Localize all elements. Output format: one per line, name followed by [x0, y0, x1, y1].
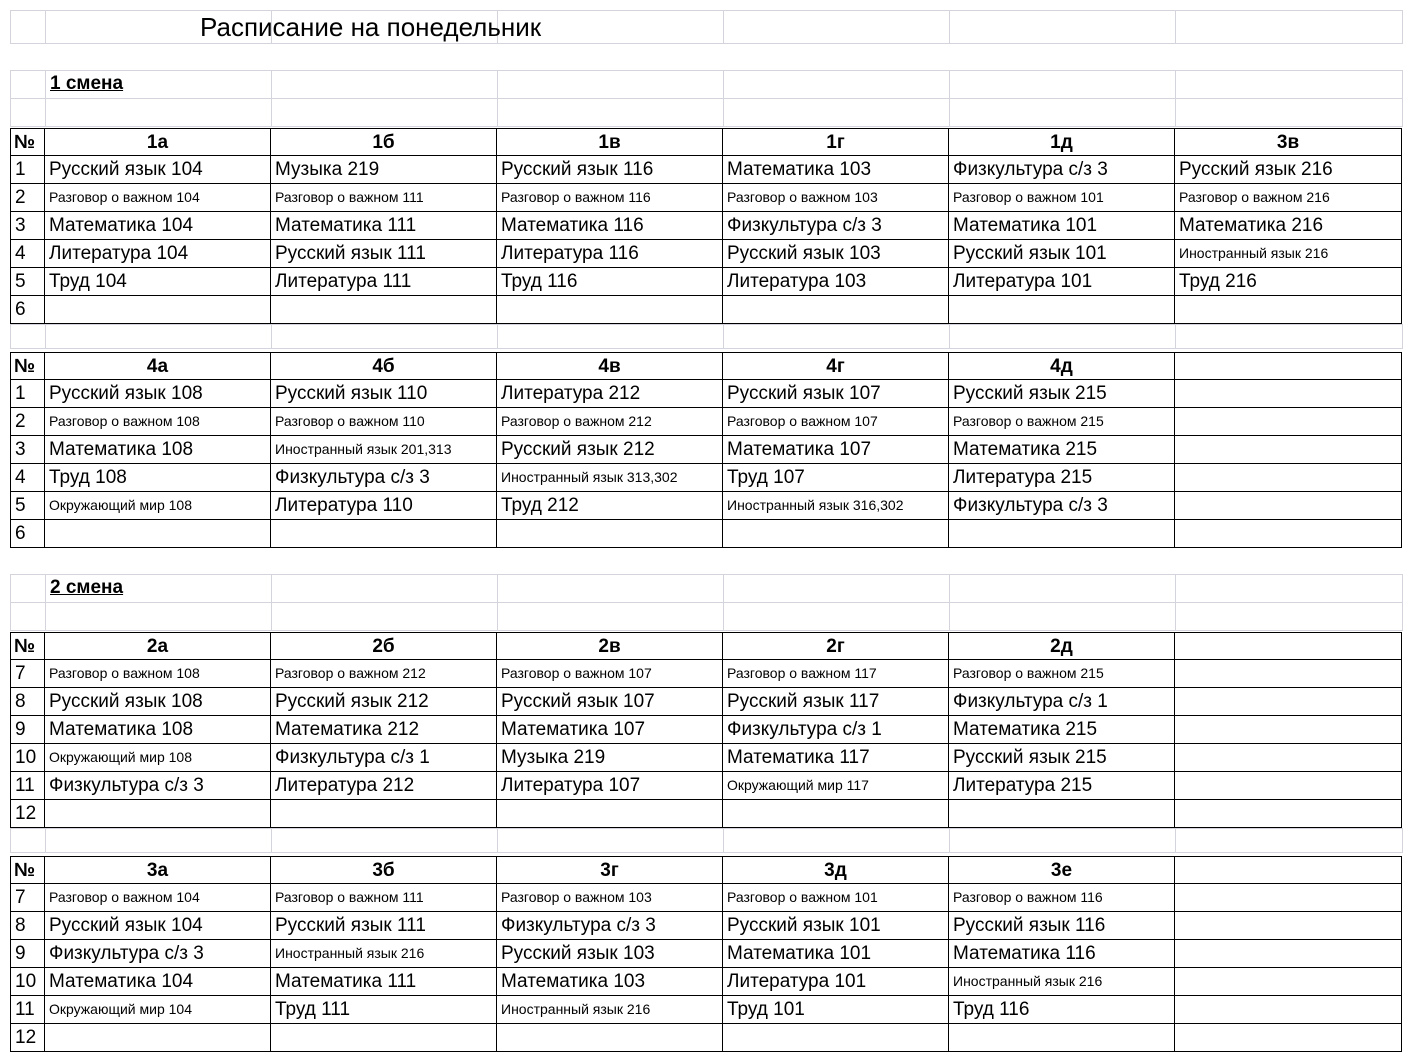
lesson-cell[interactable]: Иностранный язык 216 — [497, 996, 723, 1024]
lesson-number[interactable]: 11 — [10, 772, 45, 800]
lesson-number[interactable]: 2 — [10, 408, 45, 436]
lesson-cell[interactable] — [949, 296, 1175, 324]
lesson-number[interactable]: 12 — [10, 1024, 45, 1052]
lesson-cell[interactable]: Окружающий мир 108 — [45, 492, 271, 520]
empty-cell[interactable] — [10, 324, 46, 349]
lesson-cell[interactable] — [723, 1024, 949, 1052]
lesson-cell[interactable]: Иностранный язык 316,302 — [723, 492, 949, 520]
class-header[interactable] — [1175, 352, 1402, 380]
lesson-cell[interactable] — [45, 800, 271, 828]
lesson-cell[interactable]: Труд 216 — [1175, 268, 1402, 296]
lesson-cell[interactable] — [1175, 1024, 1402, 1052]
empty-cell[interactable] — [497, 602, 724, 631]
lesson-cell[interactable]: Физкультура с/з 3 — [497, 912, 723, 940]
lesson-cell[interactable] — [1175, 660, 1402, 688]
empty-cell[interactable] — [497, 70, 724, 99]
lesson-cell[interactable]: Разговор о важном 108 — [45, 408, 271, 436]
lesson-cell[interactable]: Русский язык 103 — [723, 240, 949, 268]
lesson-cell[interactable]: Литература 212 — [497, 380, 723, 408]
lesson-cell[interactable]: Разговор о важном 212 — [271, 660, 497, 688]
lesson-cell[interactable]: Труд 108 — [45, 464, 271, 492]
lesson-number[interactable]: 6 — [10, 296, 45, 324]
lesson-cell[interactable]: Русский язык 107 — [497, 688, 723, 716]
lesson-cell[interactable]: Литература 107 — [497, 772, 723, 800]
lesson-cell[interactable] — [1175, 380, 1402, 408]
lesson-cell[interactable] — [1175, 436, 1402, 464]
lesson-cell[interactable]: Математика 108 — [45, 436, 271, 464]
class-header[interactable]: 4д — [949, 352, 1175, 380]
lesson-number[interactable]: 2 — [10, 184, 45, 212]
lesson-cell[interactable]: Окружающий мир 108 — [45, 744, 271, 772]
lesson-cell[interactable] — [949, 1024, 1175, 1052]
lesson-cell[interactable]: Математика 116 — [949, 940, 1175, 968]
lesson-cell[interactable]: Разговор о важном 107 — [497, 660, 723, 688]
empty-cell[interactable] — [10, 70, 46, 99]
empty-cell[interactable] — [45, 602, 272, 631]
empty-cell[interactable] — [497, 828, 724, 853]
lesson-cell[interactable]: Разговор о важном 116 — [497, 184, 723, 212]
lesson-cell[interactable]: Разговор о важном 111 — [271, 184, 497, 212]
lesson-cell[interactable]: Окружающий мир 117 — [723, 772, 949, 800]
lesson-cell[interactable]: Разговор о важном 104 — [45, 884, 271, 912]
lesson-cell[interactable]: Труд 116 — [497, 268, 723, 296]
empty-cell[interactable] — [723, 602, 950, 631]
lesson-cell[interactable]: Математика 101 — [723, 940, 949, 968]
lesson-cell[interactable] — [45, 520, 271, 548]
lesson-cell[interactable]: Русский язык 215 — [949, 744, 1175, 772]
lesson-cell[interactable]: Физкультура с/з 1 — [723, 716, 949, 744]
lesson-cell[interactable] — [1175, 716, 1402, 744]
lesson-cell[interactable] — [497, 296, 723, 324]
lesson-number[interactable]: 3 — [10, 212, 45, 240]
empty-cell[interactable] — [1175, 98, 1403, 127]
empty-cell[interactable] — [723, 10, 950, 44]
lesson-cell[interactable]: Математика 215 — [949, 716, 1175, 744]
lesson-cell[interactable] — [1175, 520, 1402, 548]
class-header[interactable]: 2в — [497, 632, 723, 660]
class-header[interactable]: 1в — [497, 128, 723, 156]
lesson-cell[interactable]: Литература 104 — [45, 240, 271, 268]
lesson-cell[interactable] — [1175, 884, 1402, 912]
lesson-cell[interactable]: Математика 116 — [497, 212, 723, 240]
empty-cell[interactable] — [1175, 70, 1403, 99]
lesson-cell[interactable] — [1175, 688, 1402, 716]
lesson-cell[interactable] — [271, 1024, 497, 1052]
lesson-cell[interactable] — [1175, 408, 1402, 436]
lesson-number[interactable]: 8 — [10, 688, 45, 716]
empty-cell[interactable] — [271, 828, 498, 853]
lesson-cell[interactable] — [45, 1024, 271, 1052]
lesson-cell[interactable]: Иностранный язык 216 — [271, 940, 497, 968]
lesson-number[interactable]: 12 — [10, 800, 45, 828]
lesson-cell[interactable] — [949, 520, 1175, 548]
empty-cell[interactable] — [10, 10, 46, 44]
lesson-cell[interactable]: Разговор о важном 117 — [723, 660, 949, 688]
lesson-cell[interactable]: Русский язык 101 — [949, 240, 1175, 268]
class-header[interactable]: 3е — [949, 856, 1175, 884]
lesson-cell[interactable]: Русский язык 104 — [45, 912, 271, 940]
class-header[interactable]: 4а — [45, 352, 271, 380]
lesson-cell[interactable]: Математика 212 — [271, 716, 497, 744]
lesson-cell[interactable]: Разговор о важном 215 — [949, 408, 1175, 436]
lesson-cell[interactable]: Разговор о важном 101 — [723, 884, 949, 912]
lesson-number[interactable]: 9 — [10, 716, 45, 744]
lesson-cell[interactable]: Разговор о важном 110 — [271, 408, 497, 436]
lesson-cell[interactable] — [271, 520, 497, 548]
lesson-cell[interactable]: Труд 107 — [723, 464, 949, 492]
lesson-number[interactable]: 7 — [10, 884, 45, 912]
class-header[interactable] — [1175, 856, 1402, 884]
lesson-cell[interactable]: Математика 111 — [271, 968, 497, 996]
shift-label: 2 смена — [50, 577, 124, 598]
lesson-number[interactable]: 8 — [10, 912, 45, 940]
empty-cell[interactable] — [949, 574, 1176, 603]
class-header[interactable]: 4б — [271, 352, 497, 380]
class-header[interactable]: 3а — [45, 856, 271, 884]
lesson-cell[interactable] — [497, 520, 723, 548]
empty-cell[interactable] — [949, 602, 1176, 631]
class-header[interactable]: 4г — [723, 352, 949, 380]
lesson-cell[interactable]: Физкультура с/з 3 — [949, 492, 1175, 520]
empty-cell[interactable] — [723, 70, 950, 99]
lesson-cell[interactable]: Математика 107 — [497, 716, 723, 744]
lesson-cell[interactable]: Физкультура с/з 3 — [723, 212, 949, 240]
class-header[interactable]: 1г — [723, 128, 949, 156]
lesson-cell[interactable]: Разговор о важном 212 — [497, 408, 723, 436]
lesson-cell[interactable]: Русский язык 116 — [949, 912, 1175, 940]
lesson-cell[interactable]: Разговор о важном 101 — [949, 184, 1175, 212]
lesson-cell[interactable] — [1175, 492, 1402, 520]
lesson-cell[interactable]: Русский язык 101 — [723, 912, 949, 940]
lesson-cell[interactable] — [271, 800, 497, 828]
empty-cell[interactable] — [723, 324, 950, 349]
lesson-cell[interactable]: Физкультура с/з 3 — [271, 464, 497, 492]
lesson-cell[interactable]: Разговор о важном 104 — [45, 184, 271, 212]
empty-cell[interactable] — [949, 828, 1176, 853]
class-header[interactable]: 3д — [723, 856, 949, 884]
lesson-cell[interactable]: Русский язык 107 — [723, 380, 949, 408]
empty-cell[interactable] — [10, 602, 46, 631]
lesson-cell[interactable] — [497, 800, 723, 828]
lesson-cell[interactable]: Разговор о важном 216 — [1175, 184, 1402, 212]
empty-cell[interactable] — [497, 98, 724, 127]
lesson-cell[interactable]: Литература 101 — [949, 268, 1175, 296]
lesson-cell[interactable] — [1175, 996, 1402, 1024]
empty-cell[interactable] — [45, 324, 272, 349]
lesson-cell[interactable]: Русский язык 212 — [271, 688, 497, 716]
shift-label: 1 смена — [50, 73, 124, 94]
empty-cell[interactable] — [949, 324, 1176, 349]
lesson-cell[interactable]: Математика 104 — [45, 968, 271, 996]
class-header[interactable]: 4в — [497, 352, 723, 380]
page-title: Расписание на понедельник — [200, 12, 542, 42]
empty-cell[interactable] — [497, 574, 724, 603]
lesson-number[interactable]: 5 — [10, 268, 45, 296]
lesson-number[interactable]: 7 — [10, 660, 45, 688]
class-header[interactable]: 2г — [723, 632, 949, 660]
class-header[interactable]: 2д — [949, 632, 1175, 660]
lesson-cell[interactable]: Литература 103 — [723, 268, 949, 296]
lesson-cell[interactable]: Математика 111 — [271, 212, 497, 240]
lesson-cell[interactable] — [1175, 940, 1402, 968]
lesson-cell[interactable]: Математика 215 — [949, 436, 1175, 464]
lesson-cell[interactable]: Труд 104 — [45, 268, 271, 296]
lesson-cell[interactable]: Литература 215 — [949, 464, 1175, 492]
lesson-number[interactable]: 10 — [10, 968, 45, 996]
empty-cell[interactable] — [10, 828, 46, 853]
lesson-cell[interactable]: Русский язык 108 — [45, 380, 271, 408]
column-header-number[interactable]: № — [10, 856, 45, 884]
lesson-cell[interactable]: Русский язык 110 — [271, 380, 497, 408]
empty-cell[interactable] — [271, 324, 498, 349]
lesson-number[interactable]: 10 — [10, 744, 45, 772]
lesson-cell[interactable]: Математика 103 — [723, 156, 949, 184]
lesson-number[interactable]: 1 — [10, 156, 45, 184]
column-header-number[interactable]: № — [10, 128, 45, 156]
lesson-number[interactable]: 3 — [10, 436, 45, 464]
empty-cell[interactable] — [271, 70, 498, 99]
lesson-cell[interactable] — [1175, 968, 1402, 996]
lesson-cell[interactable]: Русский язык 111 — [271, 240, 497, 268]
class-header[interactable]: 2б — [271, 632, 497, 660]
lesson-number[interactable]: 6 — [10, 520, 45, 548]
lesson-cell[interactable]: Разговор о важном 107 — [723, 408, 949, 436]
lesson-cell[interactable] — [497, 1024, 723, 1052]
lesson-cell[interactable]: Математика 117 — [723, 744, 949, 772]
lesson-cell[interactable] — [1175, 772, 1402, 800]
lesson-cell[interactable] — [1175, 464, 1402, 492]
empty-cell[interactable] — [271, 574, 498, 603]
lesson-cell[interactable]: Иностранный язык 313,302 — [497, 464, 723, 492]
class-header[interactable]: 3в — [1175, 128, 1402, 156]
lesson-cell[interactable]: Литература 111 — [271, 268, 497, 296]
lesson-number[interactable]: 1 — [10, 380, 45, 408]
lesson-cell[interactable]: Иностранный язык 216 — [1175, 240, 1402, 268]
empty-cell[interactable] — [949, 70, 1176, 99]
lesson-cell[interactable]: Математика 104 — [45, 212, 271, 240]
lesson-cell[interactable]: Русский язык 103 — [497, 940, 723, 968]
lesson-cell[interactable]: Разговор о важном 103 — [497, 884, 723, 912]
lesson-cell[interactable]: Разговор о важном 111 — [271, 884, 497, 912]
empty-cell[interactable] — [10, 574, 46, 603]
lesson-cell[interactable]: Русский язык 104 — [45, 156, 271, 184]
empty-cell[interactable] — [723, 574, 950, 603]
lesson-cell[interactable]: Труд 212 — [497, 492, 723, 520]
class-header[interactable]: 3б — [271, 856, 497, 884]
lesson-cell[interactable]: Разговор о важном 215 — [949, 660, 1175, 688]
column-header-number[interactable]: № — [10, 352, 45, 380]
lesson-cell[interactable]: Иностранный язык 201,313 — [271, 436, 497, 464]
lesson-number[interactable]: 4 — [10, 240, 45, 268]
lesson-cell[interactable]: Математика 107 — [723, 436, 949, 464]
lesson-cell[interactable] — [723, 800, 949, 828]
empty-cell[interactable] — [1175, 574, 1403, 603]
empty-cell[interactable] — [949, 10, 1176, 44]
empty-cell[interactable] — [1175, 828, 1403, 853]
empty-cell[interactable] — [723, 828, 950, 853]
lesson-cell[interactable] — [1175, 800, 1402, 828]
lesson-cell[interactable]: Иностранный язык 216 — [949, 968, 1175, 996]
lesson-cell[interactable] — [1175, 912, 1402, 940]
lesson-number[interactable]: 4 — [10, 464, 45, 492]
class-header[interactable]: 1а — [45, 128, 271, 156]
empty-cell[interactable] — [271, 602, 498, 631]
lesson-cell[interactable]: Математика 103 — [497, 968, 723, 996]
column-header-number[interactable]: № — [10, 632, 45, 660]
lesson-cell[interactable]: Труд 111 — [271, 996, 497, 1024]
class-header[interactable]: 2а — [45, 632, 271, 660]
lesson-cell[interactable] — [1175, 296, 1402, 324]
lesson-cell[interactable]: Физкультура с/з 3 — [45, 772, 271, 800]
empty-cell[interactable] — [45, 828, 272, 853]
lesson-cell[interactable] — [723, 520, 949, 548]
empty-cell[interactable] — [949, 98, 1176, 127]
lesson-cell[interactable] — [45, 296, 271, 324]
lesson-cell[interactable]: Русский язык 216 — [1175, 156, 1402, 184]
lesson-cell[interactable]: Русский язык 117 — [723, 688, 949, 716]
lesson-cell[interactable]: Труд 101 — [723, 996, 949, 1024]
empty-cell[interactable] — [723, 98, 950, 127]
lesson-cell[interactable]: Труд 116 — [949, 996, 1175, 1024]
lesson-cell[interactable]: Математика 108 — [45, 716, 271, 744]
lesson-cell[interactable]: Литература 116 — [497, 240, 723, 268]
lesson-cell[interactable] — [1175, 744, 1402, 772]
empty-cell[interactable] — [1175, 10, 1403, 44]
empty-cell[interactable] — [45, 98, 272, 127]
empty-cell[interactable] — [10, 98, 46, 127]
lesson-cell[interactable] — [949, 800, 1175, 828]
lesson-cell[interactable]: Физкультура с/з 1 — [949, 688, 1175, 716]
lesson-cell[interactable]: Физкультура с/з 1 — [271, 744, 497, 772]
lesson-number[interactable]: 11 — [10, 996, 45, 1024]
lesson-cell[interactable]: Математика 101 — [949, 212, 1175, 240]
lesson-cell[interactable]: Разговор о важном 103 — [723, 184, 949, 212]
lesson-cell[interactable]: Физкультура с/з 3 — [949, 156, 1175, 184]
lesson-cell[interactable]: Литература 110 — [271, 492, 497, 520]
empty-cell[interactable] — [1175, 324, 1403, 349]
class-header[interactable] — [1175, 632, 1402, 660]
class-header[interactable]: 1д — [949, 128, 1175, 156]
lesson-cell[interactable]: Литература 101 — [723, 968, 949, 996]
lesson-cell[interactable]: Русский язык 111 — [271, 912, 497, 940]
lesson-cell[interactable]: Музыка 219 — [497, 744, 723, 772]
lesson-cell[interactable]: Музыка 219 — [271, 156, 497, 184]
lesson-cell[interactable]: Разговор о важном 108 — [45, 660, 271, 688]
lesson-cell[interactable]: Русский язык 116 — [497, 156, 723, 184]
lesson-cell[interactable]: Русский язык 212 — [497, 436, 723, 464]
lesson-cell[interactable] — [271, 296, 497, 324]
lesson-number[interactable]: 5 — [10, 492, 45, 520]
lesson-cell[interactable]: Русский язык 215 — [949, 380, 1175, 408]
lesson-cell[interactable]: Математика 216 — [1175, 212, 1402, 240]
lesson-cell[interactable]: Физкультура с/з 3 — [45, 940, 271, 968]
empty-cell[interactable] — [271, 98, 498, 127]
lesson-cell[interactable]: Русский язык 108 — [45, 688, 271, 716]
empty-cell[interactable] — [497, 324, 724, 349]
class-header[interactable]: 1б — [271, 128, 497, 156]
empty-cell[interactable] — [1175, 602, 1403, 631]
lesson-number[interactable]: 9 — [10, 940, 45, 968]
lesson-cell[interactable]: Окружающий мир 104 — [45, 996, 271, 1024]
lesson-cell[interactable]: Разговор о важном 116 — [949, 884, 1175, 912]
lesson-cell[interactable] — [723, 296, 949, 324]
lesson-cell[interactable]: Литература 212 — [271, 772, 497, 800]
class-header[interactable]: 3г — [497, 856, 723, 884]
lesson-cell[interactable]: Литература 215 — [949, 772, 1175, 800]
